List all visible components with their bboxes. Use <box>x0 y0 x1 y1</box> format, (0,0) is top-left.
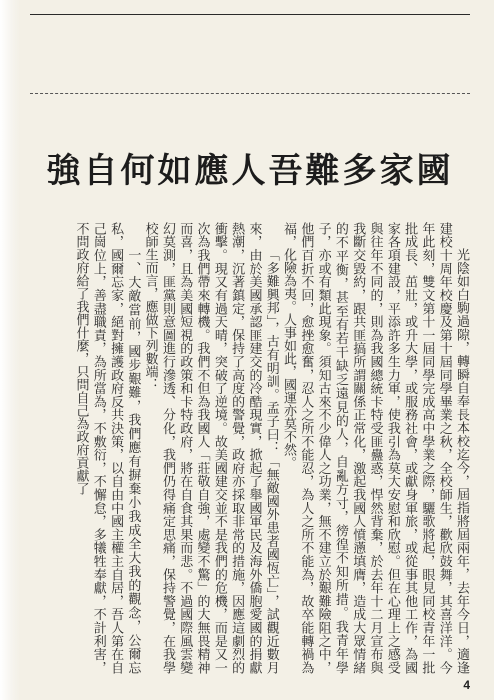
top-rule <box>30 14 470 15</box>
paragraph: 「多難興邦」，古有明訓。孟子曰：「無敵國外患者國恆亡」，試觀近數月來，由於美國承認匪建交的冷酷現實，掀起了舉國軍民及海外僑胞愛國的捐獻熱潮，沉著鎮定，保持了高度的警覺，政府亦採取非常的措施，因應這劇烈的衝擊。現又有過天晴，突破了逆境。故美國建交並不是我們的危機，而是又一次為我們帶來轉機。我們不但為我國人「莊敬自強，處變不驚」的大無畏精神而喜，且為美國短視的政策和卡特政府，將在自食其果而悲。不過國際風雲變幻莫測，匪黨則意圖進行滲透、分化，我們仍得痛定思痛，保持警覺，在我學校師生而言，應做下列數端： <box>142 222 279 674</box>
paragraph: 光陰如白駒過隙，轉瞬自奉長本校迄今，屆指將屆兩年，去年今日，適逢建校十周年校慶及第十屆同學畢業之秋，全校師生，歡欣鼓舞，其喜洋洋。今年此刻，雙文第十一屆同學完成高中學業之際，驪歌將起，眼見同校青年一批批成長、茁壯，或升大學，或服務社會，或獻身軍旅，或從事其他工作，為國家各項建設，平添許多生力軍，使我引為莫大安慰和欣慰。但在心理上之感受與往年不同的，則為我國總統卡特受匪蠱惑，悍然背棄，於去年十二月宣布與我斷交毀約，跟共匪搞所謂關係正常化，激起我國人憤懣填膺，造成大眾情緒的不平衡，甚至有若干缺乏遠見的人，自亂方寸，徬徨不知所措。我青年學子，亦或有類此現象。須知古來不少偉人之功業，無不建立於艱難險阻之中，他們百折不回，愈挫愈奮，忍人之所不能忍，為人之所不能為，故卒能轉禍為福，化險為夷。人事如此，國運亦莫不然。 <box>281 222 469 674</box>
article-text <box>32 222 470 674</box>
paragraph: 一、大敵當前，國步艱難，我們應有摒棄小我成全大我的觀念，公爾忘私，國爾忘家，絕對擁護政府反共決策，以自由中國主權主自居，吾人第在自己崗位上，善盡職責，為所當為，不敷衍，不懈怠，多犧牲奉獻，不計利害，不問政府給了我們什麼，只問自己為政府貢獻了 <box>73 222 141 674</box>
section-divider <box>30 93 470 94</box>
article-body <box>32 222 470 682</box>
page-number: 4 <box>463 678 470 692</box>
binding-gutter <box>0 0 20 700</box>
article-title: 強自何如應人吾難多家國 <box>46 151 454 191</box>
